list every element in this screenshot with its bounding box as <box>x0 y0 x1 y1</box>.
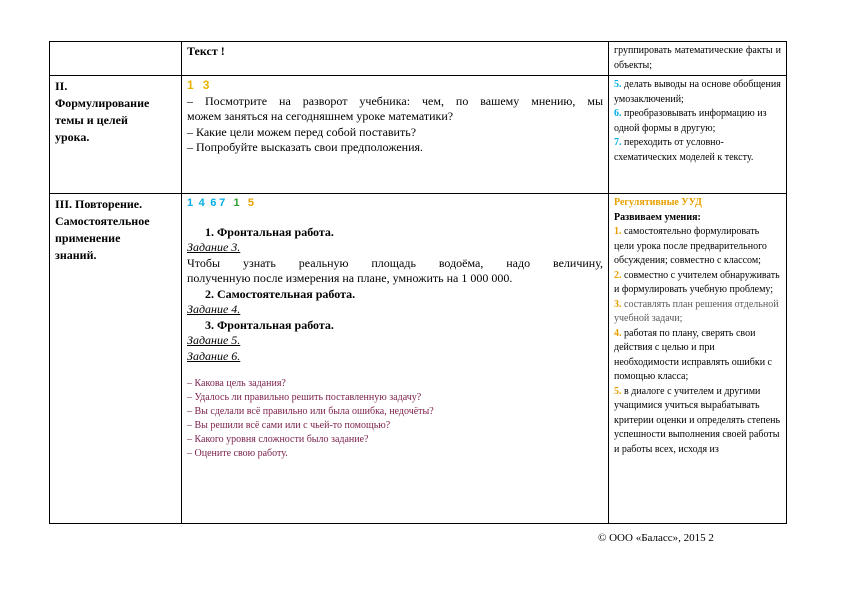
number-badge: 3 <box>202 78 210 92</box>
stage-line: знаний. <box>55 248 97 262</box>
work-heading: 1. Фронтальная работа. <box>205 224 334 239</box>
task-text: полученную после измерения на плане, умножить на 1 000 000. <box>187 271 513 285</box>
table-row <box>50 76 787 194</box>
stage-line: III. Повторение. <box>55 197 143 211</box>
reflection-question: – Какого уровня сложности было задание? <box>187 434 369 445</box>
uud-item <box>614 136 781 165</box>
item-number: 6. <box>614 108 622 119</box>
teacher-line: можем заняться на сегодняшнем уроке математики? <box>187 109 454 123</box>
stage-line: Самостоятельное <box>55 214 150 228</box>
table-row <box>50 194 787 524</box>
item-text: переходить от условно-схематических моделей к тексту. <box>614 137 754 163</box>
table-row <box>50 42 787 76</box>
uud-text: группировать математические факты и объекты; <box>614 45 781 71</box>
competence-numbers <box>187 196 603 212</box>
item-text: самостоятельно формулировать цели урока после предварительного обсуждения; совместно с классом; <box>614 226 767 266</box>
competence-numbers <box>187 78 603 94</box>
item-text: преобразовывать информацию из одной формы в другую; <box>614 108 767 134</box>
teacher-line: – Какие цели можем перед собой поставить? <box>187 124 417 139</box>
item-text: составлять план решения отдельной учебной задачи; <box>614 298 779 324</box>
task-label: Задание 3. <box>187 240 241 254</box>
stage-line: урока. <box>55 130 90 144</box>
uud-item <box>614 385 781 458</box>
uud-item <box>614 78 781 107</box>
item-text: делать выводы на основе обобщения умозаключений; <box>614 79 781 105</box>
number-badge: 7 <box>219 197 226 209</box>
work-heading: 2. Самостоятельная работа. <box>205 286 356 301</box>
uud-item <box>614 327 781 385</box>
text-marker: Текст ! <box>187 44 225 58</box>
content-cell <box>182 76 609 194</box>
uud-cell <box>609 42 787 76</box>
uud-item <box>614 269 781 298</box>
number-badge: 6 <box>210 197 217 209</box>
uud-item <box>614 107 781 136</box>
reflection-question: – Какова цель задания? <box>187 378 286 389</box>
stage-cell <box>50 42 182 76</box>
stage-line: Формулирование <box>55 96 150 110</box>
item-text: в диалоге с учителем и другими учащимися учиться вырабатывать критерии оценки и определять степень успешности выполнения своей работы и работы всех, исходя из <box>614 385 781 455</box>
reflection-question: – Вы решили всё сами или с чьей-то помощью? <box>187 420 391 431</box>
uud-item <box>614 298 781 327</box>
number-badge: 1 <box>187 78 194 92</box>
task-text: Чтобы узнать реальную площадь водоёма, надо величину, <box>187 255 603 270</box>
number-badge: 5 <box>247 197 254 209</box>
stage-line: II. <box>55 79 68 93</box>
number-badge: 4 <box>198 197 205 209</box>
content-cell <box>182 42 609 76</box>
stage-line: применение <box>55 231 121 245</box>
item-number: 2. <box>614 269 622 281</box>
copyright-footer: © ООО «Баласс», 2015 2 <box>598 532 714 544</box>
number-badge: 1 <box>187 197 194 209</box>
uud-cell <box>609 76 787 194</box>
content-cell <box>182 194 609 524</box>
teacher-line: – Посмотрите на разворот учебника: чем, по вашему мнению, мы <box>187 93 603 108</box>
task-label: Задание 4. <box>187 302 241 316</box>
work-heading: 3. Фронтальная работа. <box>205 317 334 332</box>
item-number: 3. <box>614 298 622 310</box>
task-label: Задание 6. <box>187 348 241 363</box>
uud-title: Регулятивные УУД <box>614 197 702 208</box>
item-text: совместно с учителем обнаруживать и формулировать учебную проблему; <box>614 269 780 295</box>
stage-line: темы и целей <box>55 113 128 127</box>
develop-label: Развиваем умения: <box>614 211 701 223</box>
item-number: 4. <box>614 327 622 339</box>
reflection-question: – Удалось ли правильно решить поставленную задачу? <box>187 392 422 403</box>
task-label: Задание 5. <box>187 333 241 347</box>
reflection-question: – Вы сделали всё правильно или была ошибка, недочёты? <box>187 406 434 417</box>
item-number: 5. <box>614 385 622 397</box>
stage-cell <box>50 194 182 524</box>
number-badge: 1 <box>233 197 240 209</box>
uud-cell <box>609 194 787 524</box>
lesson-plan-table <box>49 41 787 524</box>
item-number: 5. <box>614 79 622 90</box>
item-number: 1. <box>614 226 622 237</box>
uud-item <box>614 225 781 269</box>
teacher-line: – Попробуйте высказать свои предположения. <box>187 140 424 154</box>
reflection-question: – Оцените свою работу. <box>187 448 288 459</box>
item-text: работая по плану, сверять свои действия с целью и при необходимости исправлять ошибки с помощью класса; <box>614 327 772 382</box>
stage-cell <box>50 76 182 194</box>
item-number: 7. <box>614 137 622 148</box>
